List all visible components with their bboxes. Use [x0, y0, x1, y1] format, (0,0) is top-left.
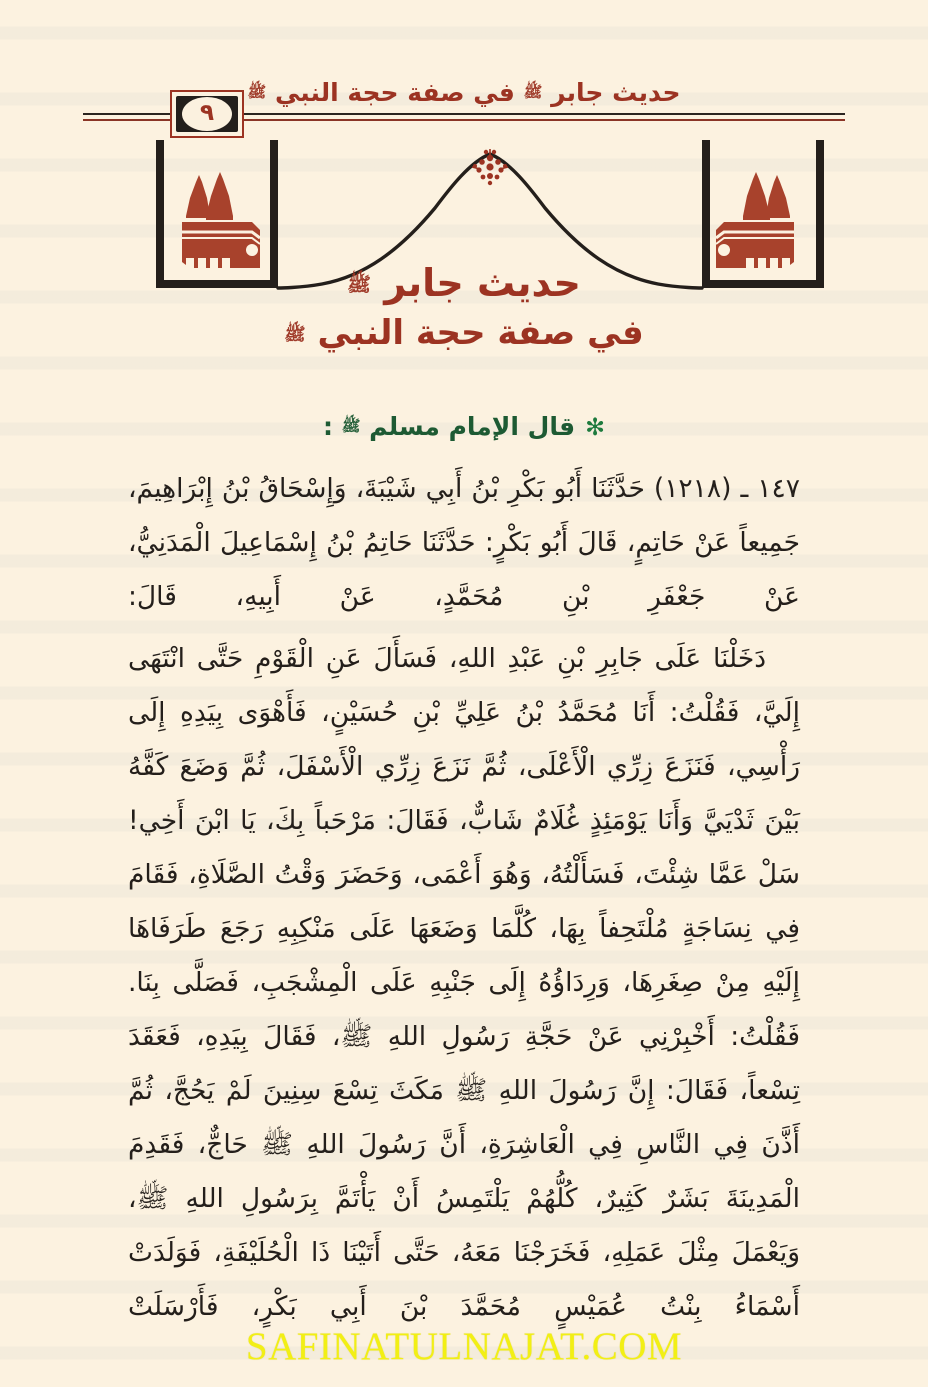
running-head-title-middle: في صفة حجة النبي — [274, 78, 515, 107]
honorific-sallallahu-icon: ﷺ — [247, 83, 267, 102]
page-title-text-1: حديث جابر — [384, 261, 581, 305]
hadith-isnad-paragraph: ١٤٧ ـ (١٢١٨) حَدَّثَنَا أَبُو بَكْرِ بْنُ أَبِي شَيْبَةَ، وَإِسْحَاقُ بْنُ إِبْرَاهِيمَ، جَمِيعاً عَنْ حَاتِمٍ، قَالَ أَبُو بَكْرٍ: حَدَّثَنَا حَاتِمُ بْنُ إِسْمَاعِيلَ الْمَدَنِيُّ، عَنْ جَعْفَرِ بْنِ مُحَمَّدٍ، عَنْ أَبِيهِ، قَالَ: — [128, 473, 800, 612]
asterisk-icon: ✻ — [585, 413, 606, 441]
attribution-text: قال الإمام مسلم — [369, 412, 576, 441]
attribution-colon: : — [322, 412, 342, 441]
page-number: ٩ — [199, 99, 215, 126]
running-head — [150, 78, 778, 107]
site-watermark: SAFINATULNAJAT.COM — [245, 1325, 683, 1368]
hadith-matn-paragraph: دَخَلْنَا عَلَى جَابِرِ بْنِ عَبْدِ اللهِ، فَسَأَلَ عَنِ الْقَوْمِ حَتَّى انْتَهَى إِلَيَّ، فَقُلْتُ: أَنَا مُحَمَّدُ بْنُ عَلِيِّ بْنِ حُسَيْنٍ، فَأَهْوَى بِيَدِهِ إِلَى رَأْسِي، فَنَزَعَ زِرِّي الْأَعْلَى، ثُمَّ نَزَعَ زِرِّي الْأَسْفَلَ، ثُمَّ وَضَعَ كَفَّهُ بَيْنَ ثَدْيَيَّ وَأَنَا يَوْمَئِذٍ غُلَامٌ شَابٌّ، فَقَالَ: مَرْحَباً بِكَ، يَا ابْنَ أَخِي! سَلْ عَمَّا شِئْتَ، فَسَأَلْتُهُ، وَهُوَ أَعْمَى، وَحَضَرَ وَقْتُ الصَّلَاةِ، فَقَامَ فِي نِسَاجَةٍ مُلْتَحِفاً بِهَا، كُلَّمَا وَضَعَهَا عَلَى مَنْكِبِهِ رَجَعَ طَرَفَاهَا إِلَيْهِ مِنْ صِغَرِهَا، وَرِدَاؤُهُ إِلَى جَنْبِهِ عَلَى الْمِشْجَبِ، فَصَلَّى بِنَا. فَقُلْتُ: أَخْبِرْنِي عَنْ حَجَّةِ رَسُولِ اللهِ ﷺ، فَقَالَ بِيَدِهِ، فَعَقَدَ تِسْعاً، فَقَالَ: إِنَّ رَسُولَ اللهِ ﷺ مَكَثَ تِسْعَ سِنِينَ لَمْ يَحُجَّ، ثُمَّ أَذَّنَ فِي النَّاسِ فِي الْعَاشِرَةِ، أَنَّ رَسُولَ اللهِ ﷺ حَاجٌّ، فَقَدِمَ الْمَدِينَةَ بَشَرٌ كَثِيرٌ، كُلُّهُمْ يَلْتَمِسُ أَنْ يَأْتَمَّ بِرَسُولِ اللهِ ﷺ، وَيَعْمَلَ مِثْلَ عَمَلِهِ، فَخَرَجْنَا مَعَهُ، حَتَّى أَتَيْنَا ذَا الْحُلَيْفَةِ، فَوَلَدَتْ أَسْمَاءُ بِنْتُ عُمَيْسٍ مُحَمَّدَ بْنَ أَبِي بَكْرٍ، فَأَرْسَلَتْ — [128, 643, 800, 1322]
honorific-rahimahullah-icon: ﷺ — [341, 417, 361, 436]
kaaba-icon — [716, 172, 794, 268]
attribution-line — [0, 412, 928, 441]
honorific-radiallahu-anhu-icon: ﷺ — [347, 273, 371, 297]
floral-ornament-icon — [472, 149, 508, 185]
page-title-text-2: في صفة حجة النبي — [317, 313, 644, 354]
page-number-oval — [182, 97, 232, 131]
page-title — [0, 258, 928, 359]
page-title-line-2 — [0, 309, 928, 358]
page-number-frame — [176, 96, 238, 132]
honorific-sallallahu-icon: ﷺ — [284, 324, 306, 345]
hadith-body — [128, 462, 800, 1334]
kaaba-icon — [182, 172, 260, 268]
page-title-line-1 — [0, 258, 928, 309]
page-number-badge — [170, 90, 244, 138]
honorific-radiallahu-anhu-icon: ﷺ — [523, 83, 543, 102]
running-head-title-start: حديث جابر — [551, 78, 681, 107]
